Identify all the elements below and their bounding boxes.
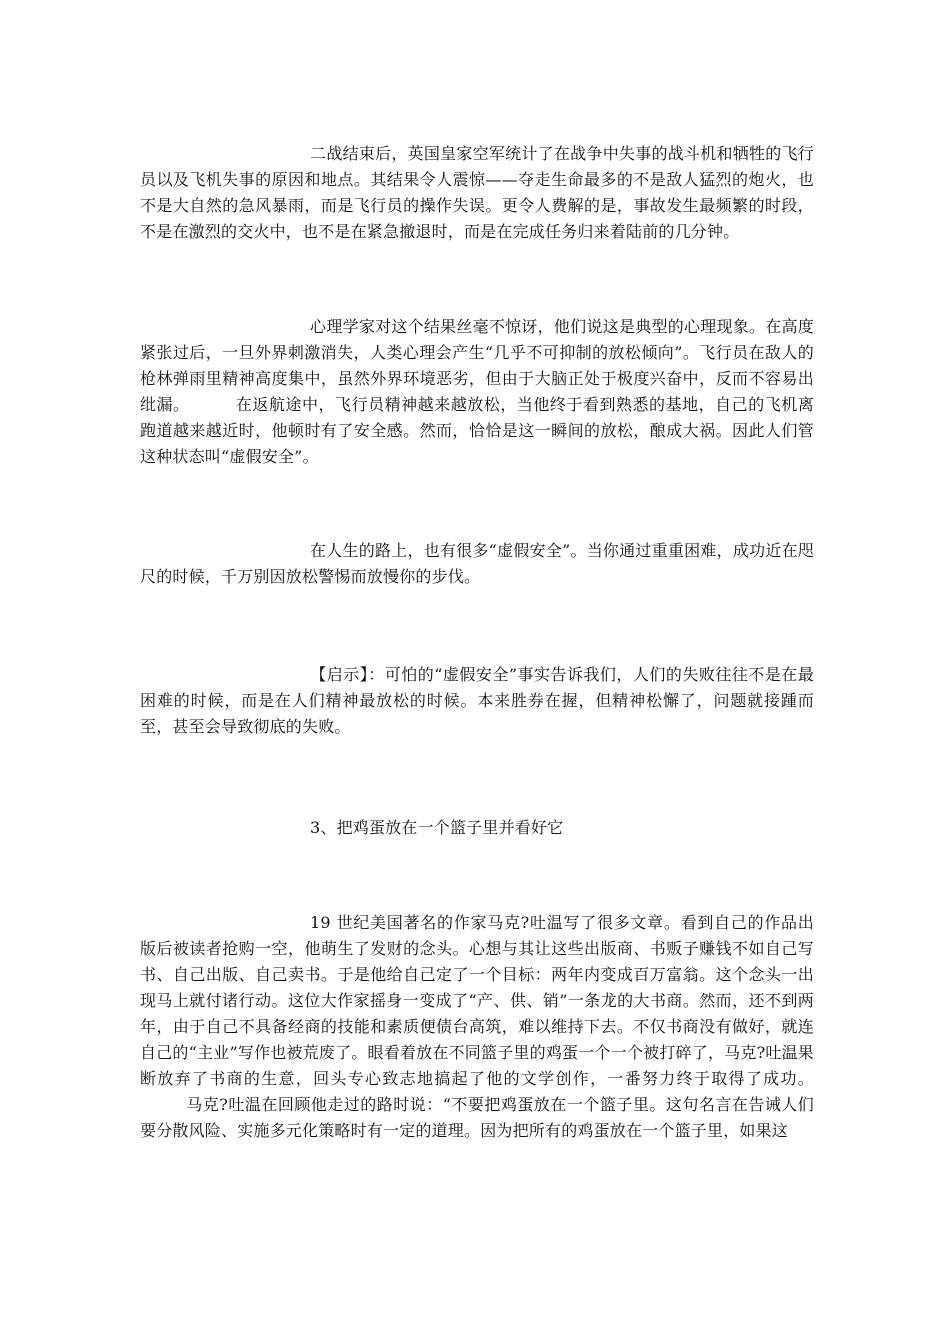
paragraph-life-road [140, 538, 814, 590]
paragraph-text: 19 世纪美国著名的作家马克?吐温写了很多文章。看到自己的作品出版后被读者抢购一空，他萌生了发财的念头。心想与其让这些出版商、书贩子赚钱不如自己写书、自己出版、自己卖书。于是他给自己定了一个目标：两年内变成百万富翁。这个念头一出现马上就付诸行动。这位大作家摇身一变成了“产、供、销”一条龙的大书商。然而，还不到两年，由于自己不具备经商的技能和素质便债台高筑，难以维持下去。不仅书商没有做好，就连自己的“主业”写作也被荒废了。眼看着放在不同篮子里的鸡蛋一个一个被打碎了，马克?吐温果断放弃了书商的生意，回头专心致志地搞起了他的文学创作，一番努力终于取得了成功。 [140, 913, 814, 1088]
paragraph-revelation [140, 662, 814, 740]
heading-text: 3、把鸡蛋放在一个篮子里并看好它 [310, 818, 564, 837]
paragraph-mark-twain [140, 910, 814, 1144]
paragraph-text: 【启示】：可怕的“虚假安全”事实告诉我们，人们的失败往往不是在最困难的时候，而是在人们精神最放松的时候。本来胜券在握，但精神松懈了，问题就接踵而至，甚至会导致彻底的失败。 [140, 665, 814, 736]
paragraph-text: 心理学家对这个结果丝毫不惊讶，他们说这是典型的心理现象。在高度紧张过后，一旦外界刺激消失，人类心理会产生“几乎不可抑制的放松倾向”。飞行员在敌人的枪林弹雨里精神高度集中，虽然外界环境恶劣，但由于大脑正处于极度兴奋中，反而不容易出纰漏。 [140, 317, 814, 414]
paragraph-psychology [140, 314, 814, 470]
paragraph-war-statistics [140, 141, 814, 245]
paragraph-text: 在人生的路上，也有很多“虚假安全”。当你通过重重困难，成功近在咫尺的时候，千万别因放松警惕而放慢你的步伐。 [140, 541, 814, 586]
paragraph-text-continued: 在返航途中，飞行员精神越来越放松，当他终于看到熟悉的基地，自己的飞机离跑道越来越近时，他顿时有了安全感。然而，恰恰是这一瞬间的放松，酿成大祸。因此人们管这种状态叫“虚假安全”。 [140, 395, 814, 466]
paragraph-text-continued: 马克?吐温在回顾他走过的路时说：“不要把鸡蛋放在一个篮子里。这句名言在告诫人们要分散风险、实施多元化策略时有一定的道理。因为把所有的鸡蛋放在一个篮子里，如果这 [140, 1095, 814, 1140]
section-heading [140, 815, 814, 841]
paragraph-text: 二战结束后，英国皇家空军统计了在战争中失事的战斗机和牺牲的飞行员以及飞机失事的原因和地点。其结果令人震惊——夺走生命最多的不是敌人猛烈的炮火，也不是大自然的急风暴雨，而是飞行员的操作失误。更令人费解的是，事故发生最频繁的时段，不是在激烈的交火中，也不是在紧急撤退时，而是在完成任务归来着陆前的几分钟。 [140, 144, 814, 241]
